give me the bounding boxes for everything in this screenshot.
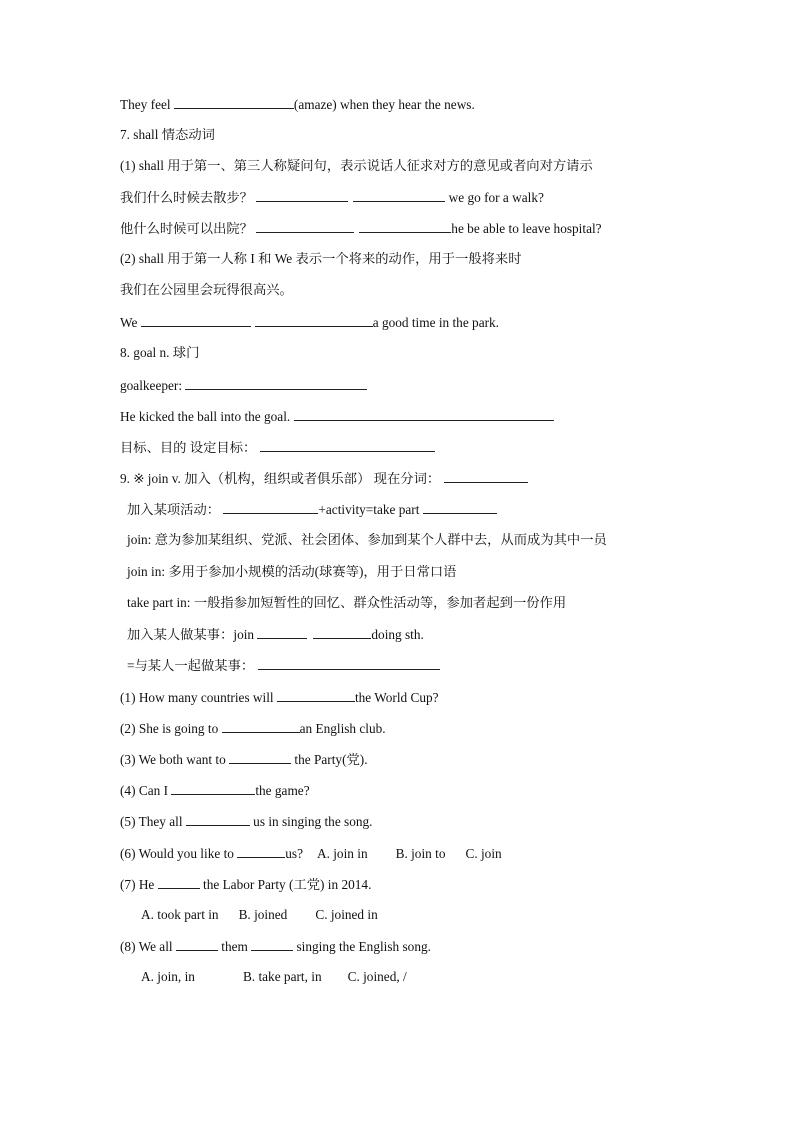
text: (8) We all <box>120 939 176 954</box>
answer-blank[interactable] <box>223 501 318 514</box>
exercise-8-options <box>141 969 407 985</box>
option-b[interactable]: B. take part, in <box>242 969 322 984</box>
join-with-sb <box>127 657 440 674</box>
exercise-3 <box>120 751 368 768</box>
option-c[interactable]: C. joined in <box>315 907 378 922</box>
answer-blank[interactable] <box>294 408 554 421</box>
exercise-8 <box>120 938 431 955</box>
option-a[interactable]: A. join, in <box>141 969 195 984</box>
exercise-6 <box>120 845 502 862</box>
answer-blank[interactable] <box>260 439 435 452</box>
text: the Party(党). <box>291 752 368 767</box>
text: He kicked the ball into the goal. <box>120 409 294 424</box>
text: (amaze) when they hear the news. <box>293 97 475 112</box>
answer-blank[interactable] <box>158 876 200 889</box>
text: (1) How many countries will <box>120 690 277 705</box>
option-c[interactable]: C. joined, / <box>347 969 407 984</box>
answer-blank[interactable] <box>313 626 371 639</box>
heading-join <box>120 470 528 487</box>
text: 他什么时候可以出院？ <box>120 221 257 236</box>
join-in-definition: join in: 多用于参加小规模的活动(球赛等)，用于日常口语 <box>127 564 457 579</box>
text: a good time in the park. <box>372 315 500 330</box>
option-c[interactable]: C. join <box>465 846 502 861</box>
shall-rule-1: (1) shall 用于第一、第三人称疑问句，表示说话人征求对方的意见或者向对方请示 <box>120 158 593 173</box>
exercise-7-options <box>141 907 378 923</box>
text: us? <box>285 846 303 861</box>
text: the Labor Party (工党) in 2014. <box>199 877 372 892</box>
option-a[interactable]: A. took part in <box>141 907 219 922</box>
text: goalkeeper: <box>120 378 186 393</box>
heading-goal: 8. goal n. 球门 <box>120 345 200 360</box>
join-definition: join: 意为参加某组织、党派、社会团体、参加到某个人群中去，从而成为其中一员 <box>127 532 607 547</box>
goal-target <box>120 439 435 456</box>
text: (5) They all <box>120 814 186 829</box>
join-activity <box>127 501 497 518</box>
text: They feel <box>120 97 174 112</box>
answer-blank[interactable] <box>176 938 218 951</box>
exercise-4 <box>120 782 310 799</box>
exercise-1 <box>120 689 439 706</box>
goal-sentence <box>120 408 554 425</box>
answer-blank[interactable] <box>258 657 440 670</box>
join-sb-doing <box>127 626 424 643</box>
answer-blank[interactable] <box>251 938 293 951</box>
answer-blank[interactable] <box>141 314 251 327</box>
text: =与某人一起做某事： <box>127 658 258 673</box>
sentence-walk <box>120 189 544 206</box>
goalkeeper-line <box>120 377 367 394</box>
answer-blank[interactable] <box>359 220 451 233</box>
answer-blank[interactable] <box>255 314 373 327</box>
text: 我们什么时候去散步？ <box>120 190 257 205</box>
text: +activity=take part <box>318 502 423 517</box>
text: (3) We both want to <box>120 752 230 767</box>
exercise-5 <box>120 813 373 830</box>
sentence-they-feel <box>120 96 475 113</box>
option-b[interactable]: B. join to <box>395 846 446 861</box>
text: we go for a walk? <box>445 190 544 205</box>
exercise-2 <box>120 720 386 737</box>
answer-blank[interactable] <box>444 470 528 483</box>
option-a[interactable]: A. join in <box>316 846 368 861</box>
text: (2) She is going to <box>120 721 222 736</box>
heading-shall: 7. shall 情态动词 <box>120 127 215 142</box>
text: us in singing the song. <box>249 814 373 829</box>
answer-blank[interactable] <box>174 96 294 109</box>
text: singing the English song. <box>293 939 431 954</box>
text: (4) Can I <box>120 783 172 798</box>
answer-blank[interactable] <box>186 813 250 826</box>
answer-blank[interactable] <box>229 751 291 764</box>
answer-blank[interactable] <box>353 189 445 202</box>
text: them <box>217 939 252 954</box>
option-b[interactable]: B. joined <box>238 907 288 922</box>
text: (6) Would you like to <box>120 846 238 861</box>
text: the game? <box>255 783 310 798</box>
sentence-park <box>120 314 499 331</box>
text: doing sth. <box>371 627 424 642</box>
text: We <box>120 315 141 330</box>
text: the World Cup? <box>354 690 439 705</box>
answer-blank[interactable] <box>185 377 367 390</box>
answer-blank[interactable] <box>171 782 255 795</box>
answer-blank[interactable] <box>257 626 307 639</box>
take-part-in-definition: take part in: 一般指参加短暂性的回忆、群众性活动等，参加者起到一份作用 <box>127 595 567 610</box>
text: an English club. <box>299 721 386 736</box>
shall-rule-2: (2) shall 用于第一人称 I 和 We 表示一个将来的动作，用于一般将来时 <box>120 251 522 266</box>
text: 加入某项活动： <box>127 502 224 517</box>
answer-blank[interactable] <box>256 189 348 202</box>
text: 加入某人做某事：join <box>127 627 258 642</box>
answer-blank[interactable] <box>277 689 355 702</box>
answer-blank[interactable] <box>256 220 354 233</box>
exercise-7 <box>120 876 371 893</box>
answer-blank[interactable] <box>423 501 497 514</box>
sentence-hospital <box>120 220 602 237</box>
text: (7) He <box>120 877 158 892</box>
chinese-park: 我们在公园里会玩得很高兴。 <box>120 282 293 297</box>
answer-blank[interactable] <box>222 720 300 733</box>
text: 目标、目的 设定目标： <box>120 440 260 455</box>
answer-blank[interactable] <box>237 845 285 858</box>
text: he be able to leave hospital? <box>451 221 602 236</box>
text: 9. ※ join v. 加入（机构，组织或者俱乐部） 现在分词： <box>120 471 444 486</box>
